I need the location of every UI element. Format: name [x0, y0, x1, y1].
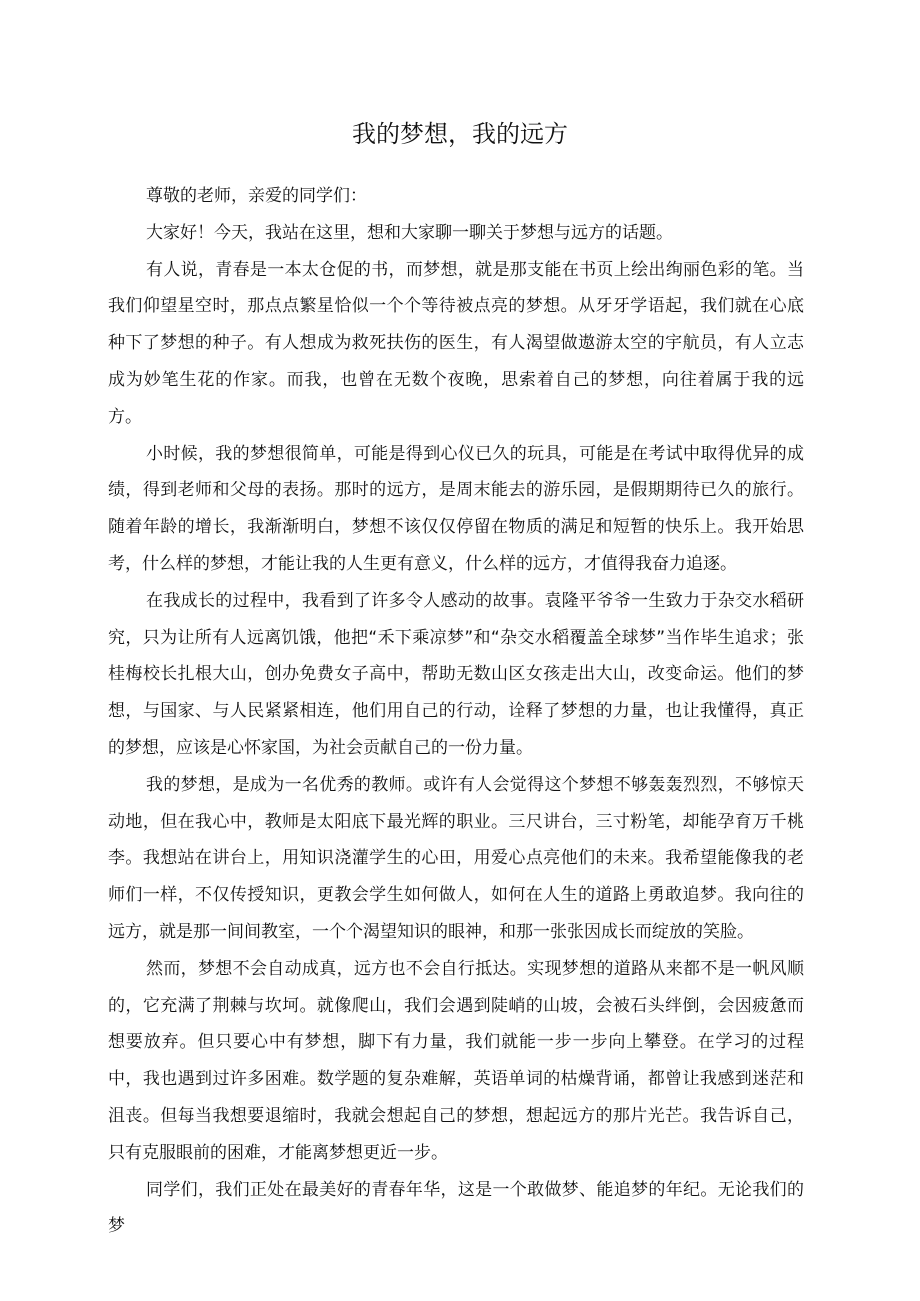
paragraph: 在我成长的过程中，我看到了许多令人感动的故事。袁隆平爷爷一生致力于杂交水稻研究，只为让所有人远离饥饿，他把“禾下乘凉梦”和“杂交水稻覆盖全球梦”当作毕生追求；张桂梅校长扎根大山，创办免费女子高中，帮助无数山区女孩走出大山，改变命运。他们的梦想，与国家、与人民紧紧相连，他们用自己的行动，诠释了梦想的力量，也让我懂得，真正的梦想，应该是心怀家国，为社会贡献自己的一份力量。	[108, 590, 804, 758]
document-body	[108, 178, 804, 1245]
paragraph: 我的梦想，是成为一名优秀的教师。或许有人会觉得这个梦想不够轰轰烈烈，不够惊天动地，但在我心中，教师是太阳底下最光辉的职业。三尺讲台，三寸粉笔，却能孕育万千桃李。我想站在讲台上，用知识浇灌学生的心田，用爱心点亮他们的未来。我希望能像我的老师们一样，不仅传授知识，更教会学生如何做人，如何在人生的道路上勇敢追梦。我向往的远方，就是那一间间教室，一个个渴望知识的眼神，和那一张张因成长而绽放的笑脸。	[108, 774, 804, 942]
paragraph: 有人说，青春是一本太仓促的书，而梦想，就是那支能在书页上绘出绚丽色彩的笔。当我们仰望星空时，那点点繁星恰似一个个等待被点亮的梦想。从牙牙学语起，我们就在心底种下了梦想的种子。有人想成为救死扶伤的医生，有人渴望做遨游太空的宇航员，有人立志成为妙笔生花的作家。而我，也曾在无数个夜晚，思索着自己的梦想，向往着属于我的远方。	[108, 259, 804, 427]
page-title: 我的梦想，我的远方	[352, 120, 568, 148]
paragraph-salutation: 尊敬的老师，亲爱的同学们：	[146, 186, 367, 206]
paragraph: 然而，梦想不会自动成真，远方也不会自行抵达。实现梦想的道路从来都不是一帆风顺的，它充满了荆棘与坎坷。就像爬山，我们会遇到陡峭的山坡，会被石头绊倒，会因疲惫而想要放弃。但只要心中有梦想，脚下有力量，我们就能一步一步向上攀登。在学习的过程中，我也遇到过许多困难。数学题的复杂难解，英语单词的枯燥背诵，都曾让我感到迷茫和沮丧。但每当我想要退缩时，我就会想起自己的梦想，想起远方的那片光芒。我告诉自己，只有克服眼前的困难，才能离梦想更近一步。	[108, 958, 804, 1163]
paragraph-greeting: 大家好！今天，我站在这里，想和大家聊一聊关于梦想与远方的话题。	[146, 222, 673, 243]
paragraph: 同学们，我们正处在最美好的青春年华，这是一个敢做梦、能追梦的年纪。无论我们的梦	[108, 1179, 804, 1237]
paragraph: 小时候，我的梦想很简单，可能是得到心仪已久的玩具，可能是在考试中取得优异的成绩，得到老师和父母的表扬。那时的远方，是周末能去的游乐园，是假期期待已久的旅行。随着年龄的增长，我渐渐明白，梦想不该仅仅停留在物质的满足和短暂的快乐上。我开始思考，什么样的梦想，才能让我的人生更有意义，什么样的远方，才值得我奋力追逐。	[108, 443, 804, 574]
